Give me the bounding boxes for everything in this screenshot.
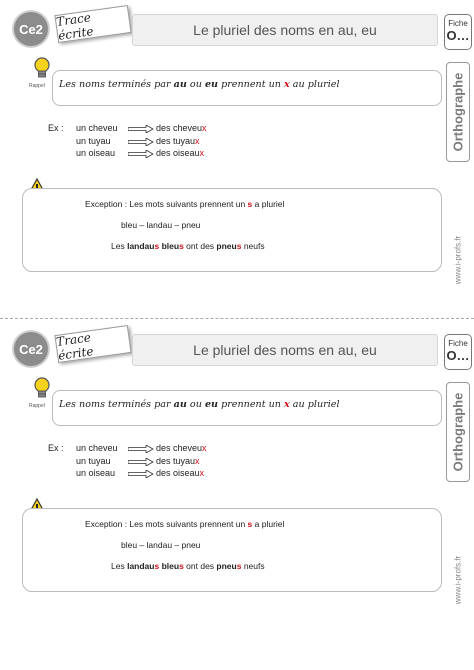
- site-watermark: [449, 540, 467, 620]
- exception-words: bleu – landau – pneu: [121, 220, 201, 230]
- example-row: [76, 148, 204, 158]
- exception-intro: [85, 519, 284, 529]
- plural-ending: x: [202, 123, 207, 133]
- site-watermark: [449, 220, 467, 300]
- rule-text: [59, 79, 340, 90]
- sentence-word: pneu: [216, 561, 237, 571]
- rappel-label: Rappel: [29, 403, 45, 409]
- rule-part: Les noms terminés par: [59, 79, 174, 90]
- plural-ending: x: [195, 136, 200, 146]
- exception-words: bleu – landau – pneu: [121, 540, 201, 550]
- rappel-label: Rappel: [29, 83, 45, 89]
- example-singular: un tuyau: [76, 136, 111, 146]
- sentence-part: Les: [111, 561, 128, 571]
- subject-sidebar: [446, 62, 470, 162]
- rule-part: Les noms terminés par: [59, 399, 174, 410]
- fiche-number: O…: [446, 28, 470, 44]
- trace-ecrite-label: Trace écrite: [54, 5, 131, 43]
- arrow-right-icon: [128, 445, 154, 453]
- site-url: www.i-profs.fr: [453, 555, 463, 605]
- trace-ecrite-label: Trace écrite: [54, 325, 131, 363]
- rule-box: [52, 70, 442, 106]
- plural-ending: s: [236, 241, 242, 251]
- plural-ending: s: [154, 561, 160, 571]
- example-singular: un cheveu: [76, 443, 118, 453]
- rule-part: prennent un: [218, 79, 285, 90]
- example-plural: des cheveu: [156, 443, 203, 453]
- arrow-right-icon: [128, 470, 154, 478]
- rule-au: au: [173, 79, 187, 90]
- sentence-word: landau: [127, 241, 155, 251]
- exception-intro: [85, 199, 284, 209]
- page-title: Le pluriel des noms en au, eu: [132, 14, 438, 46]
- sentence-part: ont des: [183, 241, 217, 251]
- sentence-word: bleu: [159, 561, 180, 571]
- example-plural: des oiseau: [156, 468, 200, 478]
- sentence-part: neufs: [241, 561, 265, 571]
- arrow-right-icon: [128, 458, 154, 466]
- rule-part: au pluriel: [289, 399, 340, 410]
- arrow-right-icon: [128, 138, 154, 146]
- fiche-label: Fiche: [448, 339, 468, 349]
- lightbulb-icon: [32, 56, 52, 82]
- lesson-card-1: [0, 0, 474, 325]
- exception-text: Exception : Les mots suivants prennent un: [85, 199, 248, 209]
- example-singular: un oiseau: [76, 148, 116, 158]
- example-row: [76, 123, 207, 133]
- grade-badge: Ce2: [14, 12, 48, 46]
- example-row: [76, 443, 207, 453]
- example-singular: un oiseau: [76, 468, 116, 478]
- rule-part: ou: [186, 79, 205, 90]
- example-row: [76, 468, 204, 478]
- example-singular: un cheveu: [76, 123, 118, 133]
- exception-sentence: [111, 241, 265, 251]
- sentence-word: bleu: [159, 241, 180, 251]
- rule-eu: eu: [204, 79, 219, 90]
- sentence-part: neufs: [241, 241, 265, 251]
- example-row: [76, 456, 200, 466]
- plural-ending: s: [236, 561, 242, 571]
- sentence-word: landau: [127, 561, 155, 571]
- exception-box: [22, 188, 442, 272]
- fiche-number: O…: [446, 348, 470, 364]
- rule-eu: eu: [204, 399, 219, 410]
- exception-text: a pluriel: [252, 519, 285, 529]
- exception-s: s: [247, 199, 253, 209]
- rule-part: prennent un: [218, 399, 285, 410]
- rule-x: x: [284, 79, 290, 90]
- plural-ending: s: [154, 241, 160, 251]
- site-url: www.i-profs.fr: [453, 235, 463, 285]
- rule-box: [52, 390, 442, 426]
- exception-s: s: [247, 519, 253, 529]
- arrow-right-icon: [128, 150, 154, 158]
- example-row: [76, 136, 200, 146]
- lightbulb-icon: [32, 376, 52, 402]
- plural-ending: s: [179, 561, 184, 571]
- subject-sidebar: [446, 382, 470, 482]
- plural-ending: x: [199, 148, 205, 158]
- exception-box: [22, 508, 442, 592]
- arrow-right-icon: [128, 125, 154, 133]
- rule-part: ou: [186, 399, 205, 410]
- plural-ending: s: [179, 241, 184, 251]
- plural-ending: x: [195, 456, 200, 466]
- rule-au: au: [173, 399, 187, 410]
- sentence-part: ont des: [183, 561, 217, 571]
- fiche-box: [444, 14, 472, 50]
- fiche-label: Fiche: [448, 19, 468, 29]
- fiche-box: [444, 334, 472, 370]
- sentence-word: pneu: [216, 241, 237, 251]
- example-plural: des cheveu: [156, 123, 203, 133]
- subject-label: Orthographe: [450, 392, 466, 472]
- exception-text: a pluriel: [252, 199, 285, 209]
- examples-label: Ex :: [48, 123, 64, 133]
- grade-badge: Ce2: [14, 332, 48, 366]
- plural-ending: x: [202, 443, 207, 453]
- example-plural: des tuyau: [156, 456, 196, 466]
- page-title: Le pluriel des noms en au, eu: [132, 334, 438, 366]
- rule-text: [59, 399, 340, 410]
- rule-x: x: [284, 399, 290, 410]
- subject-label: Orthographe: [450, 72, 466, 152]
- plural-ending: x: [199, 468, 205, 478]
- examples-label: Ex :: [48, 443, 64, 453]
- example-singular: un tuyau: [76, 456, 111, 466]
- rule-part: au pluriel: [289, 79, 340, 90]
- example-plural: des tuyau: [156, 136, 196, 146]
- example-plural: des oiseau: [156, 148, 200, 158]
- exception-sentence: [111, 561, 265, 571]
- lesson-card-2: [0, 320, 474, 645]
- exception-text: Exception : Les mots suivants prennent un: [85, 519, 248, 529]
- sentence-part: Les: [111, 241, 128, 251]
- cut-line: [0, 318, 474, 319]
